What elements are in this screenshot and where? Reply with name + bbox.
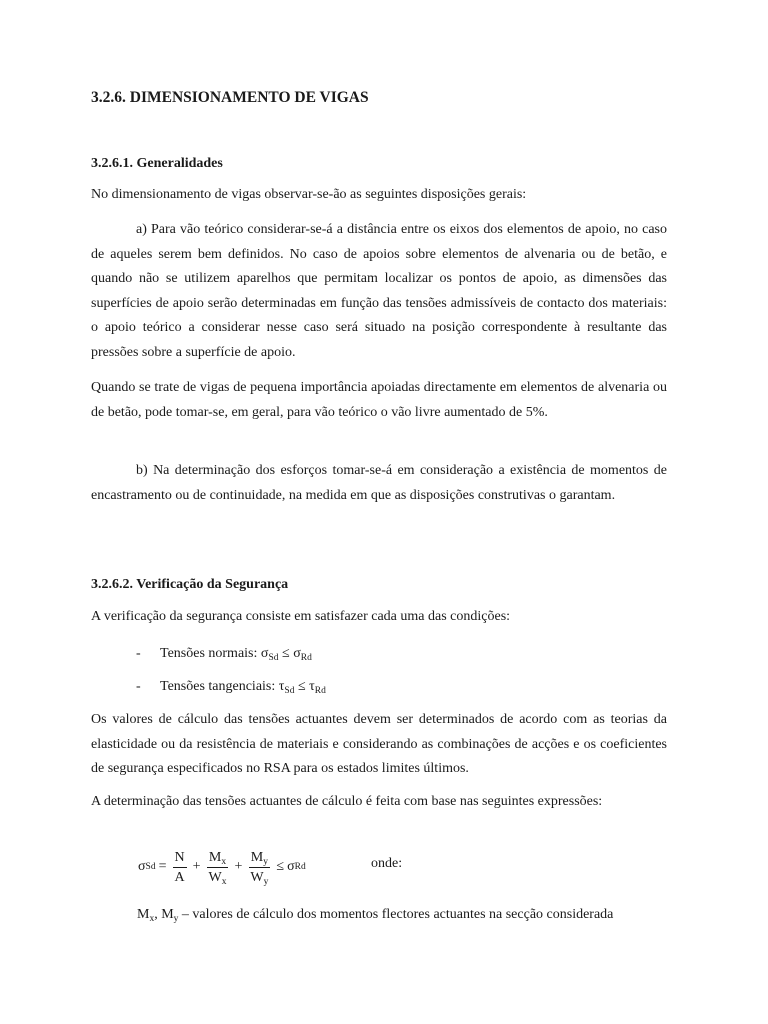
bullet-tangential-stresses: - Tensões tangenciais: $\tau_{Sd} \le \tau_{Rd}$ [136,679,326,696]
fraction-mx-over-wx: $\frac{M_x}{W_x}$ [208,849,227,887]
item-a-paragraph: a) Para vão teórico considerar-se-á a distância entre os eixos dos elementos de apoio, no caso de aqueles serem bem definidos. No caso de apoios sobre elementos de alvenaria ou de betão, e quando não se utilizem aparelhos que permitam localizar os pontos de apoio, as dimensões das superfícies de apoio serão determinadas em função das tensões admissíveis de contacto dos materiais: o apoio teórico a considerar nesse caso será situado na posição correspondente à resultante das pressões sobre a superfície de apoio. [91,222,667,360]
expressions-intro-paragraph: A determinação das tensões actuantes de cálculo é feita com base nas seguintes expressões: [91,794,603,809]
bullet-dash: - [136,646,141,661]
moments-definition: $M_x$, $M_y$ – valores de cálculo dos momentos flectores actuantes na secção considerada [137,907,614,924]
bullet-normal-stresses: - Tensões normais: $\sigma_{Sd} \le \sigma_{Rd}$ [136,646,312,663]
intro-paragraph: No dimensionamento de vigas observar-se-ão as seguintes disposições gerais: [91,187,527,202]
design-values-paragraph: Os valores de cálculo das tensões actuantes devem ser determinados de acordo com as teorias da elasticidade ou da resistência de materiais e considerando as combinações de acções e os coeficientes de segurança especificados no RSA para os estados limites últimos. [91,712,667,776]
safety-intro-paragraph: A verificação da segurança consiste em satisfazer cada uma das condições: [91,609,511,624]
section-heading-generalidades: 3.2.6.1. Generalidades [91,156,223,171]
chapter-heading: 3.2.6. DIMENSIONAMENTO DE VIGAS [91,89,369,106]
item-b-paragraph: b) Na determinação dos esforços tomar-se-á em consideração a existência de momentos de encastramento ou de continuidade, na medida em que as disposições construtivas o garantam. [91,463,667,503]
onde-label: onde: [371,856,403,871]
small-beams-paragraph: Quando se trate de vigas de pequena importância apoiadas directamente em elementos de alvenaria ou de betão, pode tomar-se, em geral, para vão teórico o vão livre aumentado de 5%. [91,380,667,420]
stress-formula: σ Sd = $\frac{N}{A}$ + $\frac{M_x}{W_x}$ + $\frac{M_y}{W_y}$ ≤ σ Rd [138,849,306,887]
fraction-n-over-a: $\frac{N}{A}$ [174,849,185,885]
section-heading-seguranca: 3.2.6.2. Verificação da Segurança [91,577,289,592]
bullet-dash: - [136,679,141,694]
fraction-my-over-wy: $\frac{M_y}{W_y}$ [250,849,269,887]
